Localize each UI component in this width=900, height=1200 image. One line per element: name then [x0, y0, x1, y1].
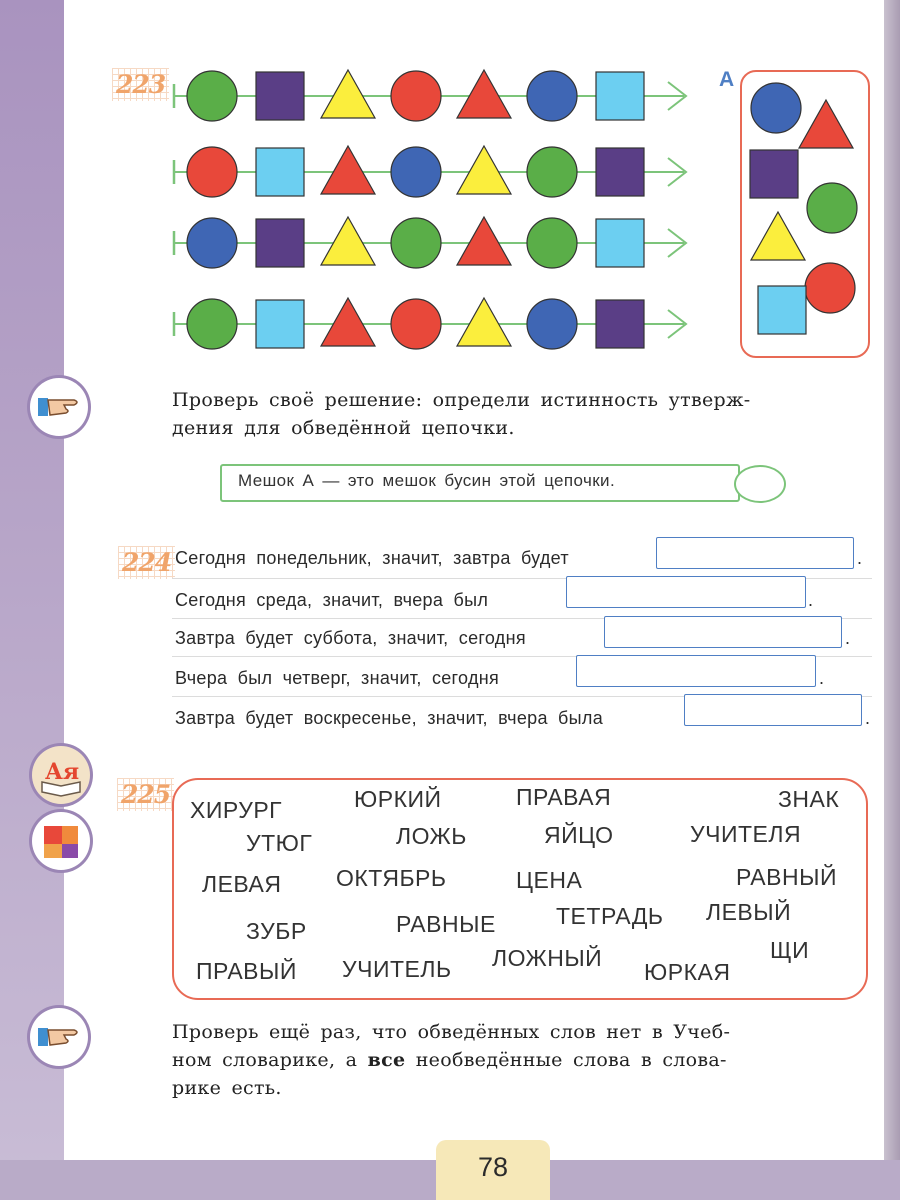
word-item[interactable]: ЛОЖНЫЙ: [492, 945, 603, 971]
word-item[interactable]: ЗУБР: [246, 918, 307, 944]
yellow-triangle-bead: [751, 212, 805, 260]
word-item[interactable]: ПРАВЫЙ: [196, 958, 297, 984]
green-circle-bead: [187, 71, 237, 121]
statement-box: [220, 464, 740, 502]
puzzle-icon: [32, 812, 90, 870]
question-line-3: Завтра будет суббота, значит, сегодня: [175, 628, 526, 648]
pointing-hand-icon: [30, 378, 88, 436]
bead-chain-4[interactable]: [174, 298, 686, 349]
bag-label: А: [719, 68, 735, 91]
exercise-number-225: 225: [117, 778, 174, 811]
red-circle-bead: [391, 299, 441, 349]
word-item[interactable]: РАВНЫЙ: [736, 864, 837, 890]
green-circle-bead: [527, 147, 577, 197]
blue-circle-bead: [751, 83, 801, 133]
bag-a-beads: [740, 70, 866, 354]
yellow-triangle-bead: [321, 70, 375, 118]
word-item[interactable]: ЛОЖЬ: [396, 823, 467, 849]
word-item[interactable]: ОКТЯБРЬ: [336, 865, 447, 891]
red-triangle-bead: [457, 217, 511, 265]
final-line2-bold: все: [367, 1049, 406, 1071]
bead-chains: [160, 60, 700, 370]
red-circle-bead: [187, 147, 237, 197]
final-line2-part-a: ном словарике, а: [172, 1049, 358, 1071]
word-item[interactable]: ТЕТРАДЬ: [556, 903, 664, 929]
bead-chain-1[interactable]: [174, 70, 686, 121]
yellow-triangle-bead: [321, 217, 375, 265]
green-circle-bead: [527, 218, 577, 268]
blue-circle-bead: [391, 147, 441, 197]
final-line2-part-b: необведённые слова в слова-: [415, 1049, 727, 1071]
word-item[interactable]: ХИРУРГ: [190, 797, 283, 823]
word-item[interactable]: УЧИТЕЛЯ: [690, 821, 802, 847]
word-item[interactable]: ЯЙЦО: [544, 822, 614, 848]
word-item[interactable]: ЩИ: [770, 937, 810, 963]
purple-square-bead: [596, 300, 644, 348]
green-circle-bead: [391, 218, 441, 268]
red-triangle-bead: [457, 70, 511, 118]
check-instruction-line2: дения для обведённой цепочки.: [172, 417, 515, 439]
exercise-number-223: 223: [112, 68, 169, 101]
word-item[interactable]: ЦЕНА: [516, 867, 583, 893]
answer-period-4: .: [819, 668, 825, 688]
purple-square-bead: [256, 72, 304, 120]
word-item[interactable]: ЮРКИЙ: [354, 786, 442, 812]
final-instruction-line1: Проверь ещё раз, что обведённых слов нет в Учеб-: [172, 1021, 731, 1043]
bead-chain-2[interactable]: [174, 146, 686, 197]
exercise-number-224: 224: [118, 546, 175, 579]
truth-oval[interactable]: [734, 465, 786, 503]
red-circle-bead: [391, 71, 441, 121]
purple-square-bead: [750, 150, 798, 198]
page-number-tab: [436, 1140, 550, 1200]
word-item[interactable]: УЧИТЕЛЬ: [342, 956, 452, 982]
question-line-2: Сегодня среда, значит, вчера был: [175, 590, 489, 610]
cyan-square-bead: [256, 300, 304, 348]
green-circle-bead: [807, 183, 857, 233]
red-triangle-bead: [799, 100, 853, 148]
question-line-5: Завтра будет воскресенье, значит, вчера была: [175, 708, 604, 728]
bead-chain-3[interactable]: [174, 217, 686, 268]
green-circle-bead: [187, 299, 237, 349]
check-instruction-line1: Проверь своё решение: определи истинность утверж-: [172, 389, 751, 411]
answer-field-4[interactable]: [576, 655, 816, 687]
cyan-square-bead: [256, 148, 304, 196]
answer-field-2[interactable]: [566, 576, 806, 608]
word-item[interactable]: ЗНАК: [778, 786, 840, 812]
blue-circle-bead: [187, 218, 237, 268]
cyan-square-bead: [596, 72, 644, 120]
answer-period-2: .: [808, 590, 814, 610]
page-edge: [884, 0, 900, 1200]
purple-square-bead: [596, 148, 644, 196]
cyan-square-bead: [596, 219, 644, 267]
yellow-triangle-bead: [457, 146, 511, 194]
blue-circle-bead: [527, 71, 577, 121]
red-circle-bead: [805, 263, 855, 313]
word-item[interactable]: РАВНЫЕ: [396, 911, 496, 937]
pointing-hand-icon: [30, 1008, 88, 1066]
red-triangle-bead: [321, 298, 375, 346]
svg-text:Ая: Ая: [45, 759, 80, 785]
statement-text: Мешок А — это мешок бусин этой цепочки.: [238, 471, 616, 490]
word-item[interactable]: ЛЕВЫЙ: [706, 899, 792, 925]
blue-circle-bead: [527, 299, 577, 349]
word-item[interactable]: ПРАВАЯ: [516, 784, 612, 810]
purple-square-bead: [256, 219, 304, 267]
dictionary-aya-icon: [32, 746, 90, 804]
final-instruction-line2: [172, 1046, 872, 1074]
final-instruction-line3: рике есть.: [172, 1077, 282, 1099]
word-item[interactable]: ЛЕВАЯ: [202, 871, 282, 897]
answer-period-1: .: [857, 548, 863, 568]
answer-field-1[interactable]: [656, 537, 854, 569]
question-line-1: Сегодня понедельник, значит, завтра будет: [175, 548, 569, 568]
word-item[interactable]: УТЮГ: [246, 830, 313, 856]
question-line-4: Вчера был четверг, значит, сегодня: [175, 668, 500, 688]
answer-field-5[interactable]: [684, 694, 862, 726]
cyan-square-bead: [758, 286, 806, 334]
page-number: 78: [477, 1152, 509, 1182]
answer-period-3: .: [845, 628, 851, 648]
yellow-triangle-bead: [457, 298, 511, 346]
answer-period-5: .: [865, 708, 871, 728]
word-item[interactable]: ЮРКАЯ: [644, 959, 731, 985]
answer-field-3[interactable]: [604, 616, 842, 648]
red-triangle-bead: [321, 146, 375, 194]
